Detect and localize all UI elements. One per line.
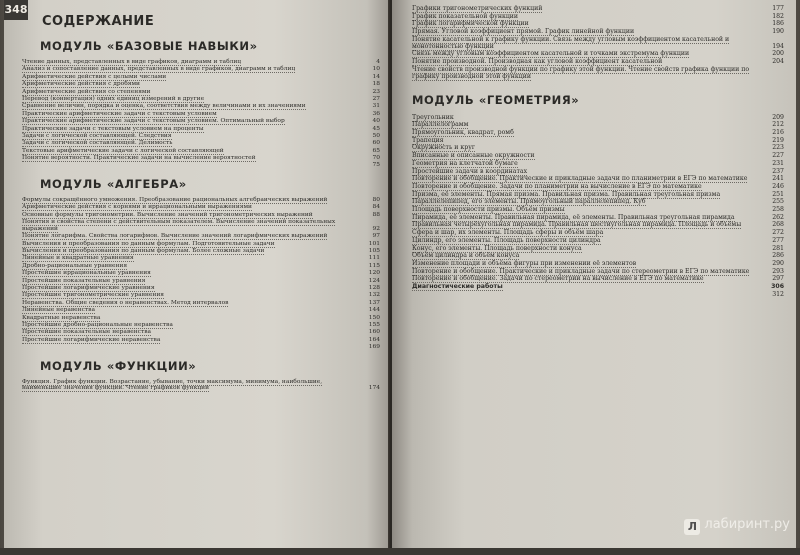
entry-page: 50 [372, 132, 380, 139]
entry-page: 204 [772, 58, 784, 66]
page-title: СОДЕРЖАНИЕ [42, 14, 155, 29]
entry-page: 255 [772, 198, 784, 206]
toc-entry [22, 322, 380, 329]
entry-title: Простейшие дробно-рациональные неравенства [22, 321, 173, 328]
toc-entry [22, 162, 380, 169]
toc-entry [412, 261, 784, 268]
entry-title: Понятие вероятности. Практические задачи на вычисление вероятностей [22, 155, 256, 162]
entry-title: Сфера и шар, их элементы. Площадь сферы и объём шара [412, 229, 604, 237]
entry-title: Дробно-рациональные уравнения [22, 262, 128, 269]
toc-entry [22, 133, 380, 140]
diagnostics-entry [412, 284, 784, 291]
entry-title: Призма, её элементы. Прямая призма. Правильная призма. Правильная треугольная призма [412, 190, 721, 198]
entry-page: 10 [372, 66, 380, 73]
entry-title: Прямая. Угловой коэффициент прямой. График линейной функции [412, 28, 635, 36]
toc-entry [412, 161, 784, 168]
toc-entry [22, 285, 380, 292]
entry-page: 277 [772, 236, 784, 244]
entry-title: Арифметические действия с дробями [22, 81, 140, 88]
toc-entry [412, 207, 784, 214]
entry-title: Окружность и круг [412, 144, 476, 152]
entry-title: Простейшие тригонометрические уравнения [22, 292, 164, 299]
entry-page: 70 [372, 155, 380, 162]
entry-page: 18 [372, 81, 380, 88]
entry-title: Практические арифметические задачи с текстовым условием [22, 110, 217, 117]
entry-page: 105 [368, 248, 380, 254]
entry-title: График логарифмической функции [412, 20, 529, 28]
entry-title: Задачи с логической составляющей. Следствия [22, 132, 172, 139]
entry-page: 124 [368, 277, 380, 284]
entry-title: Повторение и обобщение. Задачи по стереометрии на вычисление в ЕГЭ по математике [412, 275, 704, 283]
entry-page: 60 [372, 140, 380, 147]
entry-title: Формулы сокращённого умножения. Преобразование рациональных алгебраических выражений [22, 197, 328, 204]
watermark [684, 517, 790, 535]
entry-page: 306 [771, 283, 784, 291]
entry-title: Вычисления и преобразования по данным формулам. Более сложные задачи [22, 248, 265, 254]
entry-title: Вписанные и описанные окружности [412, 152, 535, 160]
entry-page: 75 [372, 162, 380, 169]
entry-title: Вычисления и преобразования по данным формулам. Подготовительные задачи [22, 240, 275, 247]
entry-page: 27 [372, 95, 380, 102]
entry-title: Треугольник [412, 113, 454, 121]
entry-title: Прямоугольник, квадрат, ромб [412, 129, 514, 137]
entry-page: 182 [772, 12, 784, 20]
toc-entry [22, 329, 380, 336]
entry-page: 84 [372, 204, 380, 211]
toc-entry [22, 103, 380, 110]
entry-page: 190 [772, 28, 784, 36]
module-heading: МОДУЛЬ «АЛГЕБРА» [40, 177, 187, 192]
entry-page: 281 [772, 244, 784, 252]
entry-title: Простейшие логарифмические уравнения [22, 284, 155, 291]
entry-page: 92 [372, 225, 380, 232]
entry-page: 40 [372, 118, 380, 125]
entry-page: 174 [368, 385, 380, 392]
entry-title: Понятие производной. Производная как угловой коэффициент касательной [412, 58, 663, 66]
entry-page: 200 [772, 50, 784, 58]
entry-title: Изменение площади и объёма фигуры при изменении её элементов [412, 260, 637, 267]
entry-title: Задачи с логической составляющей. Делимость [22, 140, 173, 147]
geometry-entries [412, 115, 784, 284]
entry-page: 36 [372, 110, 380, 117]
toc-entry [22, 59, 380, 66]
toc-entry [22, 315, 380, 322]
entry-page: 177 [772, 5, 784, 12]
toc-entry [412, 130, 784, 137]
entry-title: Анализ и сопоставление данных, представленных в виде графиков, диаграмм и таблиц [22, 66, 296, 73]
entry-page: 237 [772, 167, 784, 175]
entry-page: 169 [368, 344, 380, 351]
entry-page: 223 [772, 144, 784, 152]
entry-title: Арифметические действия со степенями [22, 88, 151, 95]
entry-page: 128 [368, 284, 380, 291]
entry-page: 120 [368, 270, 380, 277]
entry-title: Диагностические работы [412, 283, 503, 291]
entry-title: Функция. График функции. Возрастание, убывание, точки максимума, минимума, наибольшие, наименьшие значения функции. Чтение графиков функций [22, 378, 323, 392]
toc-entry [412, 184, 784, 191]
entry-page: 80 [372, 197, 380, 204]
entry-title: Арифметические действия с корнями и иррациональными выражениями [22, 204, 252, 211]
entry-page: 186 [772, 20, 784, 28]
entry-title: Неравенства. Общие сведения о неравенствах. Метод интервалов [22, 299, 229, 306]
toc-entry [22, 241, 380, 248]
entry-page: 23 [372, 88, 380, 95]
entry-page: 262 [772, 213, 784, 221]
entry-title: Арифметические действия с целыми числами [22, 73, 167, 80]
page-number: 348 [4, 0, 28, 20]
toc-entry [22, 307, 380, 314]
entry-page: 258 [772, 206, 784, 214]
entry-title: Чтение данных, представленных в виде графиков, диаграмм и таблиц [22, 59, 242, 65]
entry-title: Текстовые арифметические задачи с логической составляющей [22, 147, 224, 154]
entry-page: 14 [372, 73, 380, 80]
left-modules [22, 39, 380, 392]
entry-title: Площадь поверхности призмы. Объём призмы [412, 206, 565, 214]
toc-entry [22, 148, 380, 155]
toc-entry [22, 379, 380, 392]
toc-entry [412, 6, 784, 13]
toc-entry [22, 233, 380, 240]
entry-title: Графики тригонометрических функций [412, 5, 543, 12]
entry-title: Простейшие иррациональные уравнения [22, 270, 151, 277]
final-entry [412, 292, 784, 299]
entry-title: График показательной функции [412, 12, 519, 20]
bottom-edge [0, 548, 800, 555]
entry-title: Повторение и обобщение. Задачи по планиметрии на вычисление в ЕГЭ по математике [412, 182, 702, 190]
entry-title: Линейные и квадратные уравнения [22, 255, 134, 262]
entry-title: Понятие логарифма. Свойства логарифмов. Вычисление значений логарифмических выражений [22, 233, 328, 240]
entry-page: 31 [372, 103, 380, 110]
toc-entry [22, 81, 380, 88]
toc-entry [22, 344, 380, 351]
entry-page: 216 [772, 129, 784, 137]
toc-entry [412, 238, 784, 245]
entry-page: 209 [772, 113, 784, 121]
toc-entry [22, 255, 380, 262]
entry-page: 137 [368, 299, 380, 306]
toc-entry [22, 300, 380, 307]
toc-entry [22, 263, 380, 270]
entry-page: 251 [772, 190, 784, 198]
entry-title: Параллелепипед, его элементы. Прямоугольный параллелепипед. Куб [412, 198, 646, 206]
entry-page: 101 [368, 240, 380, 247]
entry-page: 115 [368, 262, 380, 269]
toc-entry [22, 155, 380, 162]
entry-title: Простейшие показательные уравнения [22, 277, 146, 284]
entry-page: 272 [772, 229, 784, 237]
entry-title: Основные формулы тригонометрии. Вычисление значений тригонометрических выражений [22, 211, 313, 218]
toc-entry [22, 292, 380, 299]
entry-page: 144 [368, 307, 380, 314]
entry-title: Повторение и обобщение. Практические и прикладные задачи по стереометрии в ЕГЭ по математике [412, 267, 750, 275]
entry-title: Практические задачи с текстовым условием на проценты [22, 125, 204, 132]
entry-title: Объём цилиндра и объём конуса [412, 252, 520, 260]
toc-entry [22, 278, 380, 285]
entry-title: Связь между угловым коэффициентом касательной и точками экстремума функции [412, 50, 690, 58]
toc-entry [412, 29, 784, 36]
toc-entry [22, 270, 380, 277]
entry-page: 45 [372, 125, 380, 132]
entry-title: Трапеция [412, 136, 444, 144]
entry-page: 290 [772, 260, 784, 267]
entry-page: 194 [772, 42, 784, 50]
entry-page: 65 [372, 147, 380, 154]
entry-title: Линейные неравенства [22, 307, 95, 314]
entry-title: Практические арифметические задачи с текстовым условием. Оптимальный выбор [22, 118, 285, 125]
entry-page: 164 [368, 336, 380, 343]
toc-entry [412, 59, 784, 66]
entry-title: Понятие касательной к графику функции. Связь между угловым коэффициентом касательной и монотонностью функции [412, 35, 730, 50]
toc-entry [22, 111, 380, 118]
entry-page: 219 [772, 136, 784, 144]
toc-entry [22, 219, 380, 232]
right-page [392, 0, 796, 548]
left-page [4, 0, 390, 548]
entry-title: Пирамида, её элементы. Правильная пирамида, её элементы. Правильная треугольная пирамида [412, 213, 735, 221]
module-heading: МОДУЛЬ «ФУНКЦИИ» [40, 358, 197, 373]
toc-entry [412, 37, 784, 51]
entry-title: Простейшие задачи в координатах [412, 167, 528, 175]
entry-title: Правильная четырёхугольная пирамида. Правильная шестиугольная пирамида. Площадь и объёмы [412, 221, 742, 229]
entry-page: 227 [772, 152, 784, 160]
entry-title: Параллелограмм [412, 121, 469, 129]
entry-title: Конус, его элементы. Площадь поверхности конуса [412, 244, 582, 252]
entry-page: 212 [772, 121, 784, 129]
entry-page: 312 [772, 290, 784, 298]
watermark-text: лабиринт.ру [704, 517, 790, 532]
toc-entry [22, 126, 380, 133]
toc-entry [22, 118, 380, 125]
entry-title: Квадратные неравенства [22, 314, 101, 321]
entry-page: 97 [372, 233, 380, 240]
toc-entry [22, 96, 380, 103]
entry-title: Чтение свойств производной функции по графику этой функции. Чтение свойств графика функции по графику производной этой функции [412, 65, 750, 80]
toc-entry [22, 66, 380, 73]
entry-page: 268 [772, 221, 784, 229]
entry-page: 88 [372, 211, 380, 218]
entry-page: 241 [772, 175, 784, 183]
entry-title: Цилиндр, его элементы. Площадь поверхности цилиндра [412, 236, 601, 244]
entry-page: 111 [368, 255, 380, 262]
entry-title: Сравнение величин, порядка и оценка, соответствия между величинами и их значениями [22, 103, 306, 110]
right-top-entries [412, 6, 784, 81]
toc-entry [22, 74, 380, 81]
entry-title: Повторение и обобщение. Практические и прикладные задачи по планиметрии в ЕГЭ по математике [412, 175, 748, 183]
toc-entry [22, 248, 380, 255]
entry-page: 132 [368, 292, 380, 299]
toc-entry [22, 89, 380, 96]
module-heading: МОДУЛЬ «БАЗОВЫЕ НАВЫКИ» [40, 39, 258, 53]
toc-entry [22, 140, 380, 147]
entry-page: 155 [368, 321, 380, 328]
entry-page: 293 [772, 267, 784, 275]
toc-entry [412, 67, 784, 81]
toc-entry [22, 337, 380, 344]
entry-title: Перевод (конвертация) одних единиц измерений в другие [22, 95, 205, 102]
entry-page: 297 [772, 275, 784, 283]
module-heading-geometry: МОДУЛЬ «ГЕОМЕТРИЯ» [412, 92, 580, 107]
labirint-logo-icon: Л [684, 519, 700, 535]
entry-page: 160 [368, 329, 380, 336]
entry-page: 286 [772, 252, 784, 260]
entry-title: Простейшие логарифмические неравенства [22, 336, 161, 343]
toc-entry [22, 204, 380, 211]
entry-title: Геометрия на клетчатой бумаге [412, 159, 518, 167]
entry-page: 246 [772, 182, 784, 190]
entry-page: 231 [772, 159, 784, 167]
entry-page: 4 [376, 59, 380, 65]
toc-entry [22, 212, 380, 219]
toc-entry [22, 197, 380, 204]
entry-page: 150 [368, 314, 380, 321]
entry-title: Простейшие показательные неравенства [22, 329, 152, 336]
entry-title: Понятия и свойства степени с действительным показателем. Вычисление значений показательных выражений [22, 219, 336, 232]
